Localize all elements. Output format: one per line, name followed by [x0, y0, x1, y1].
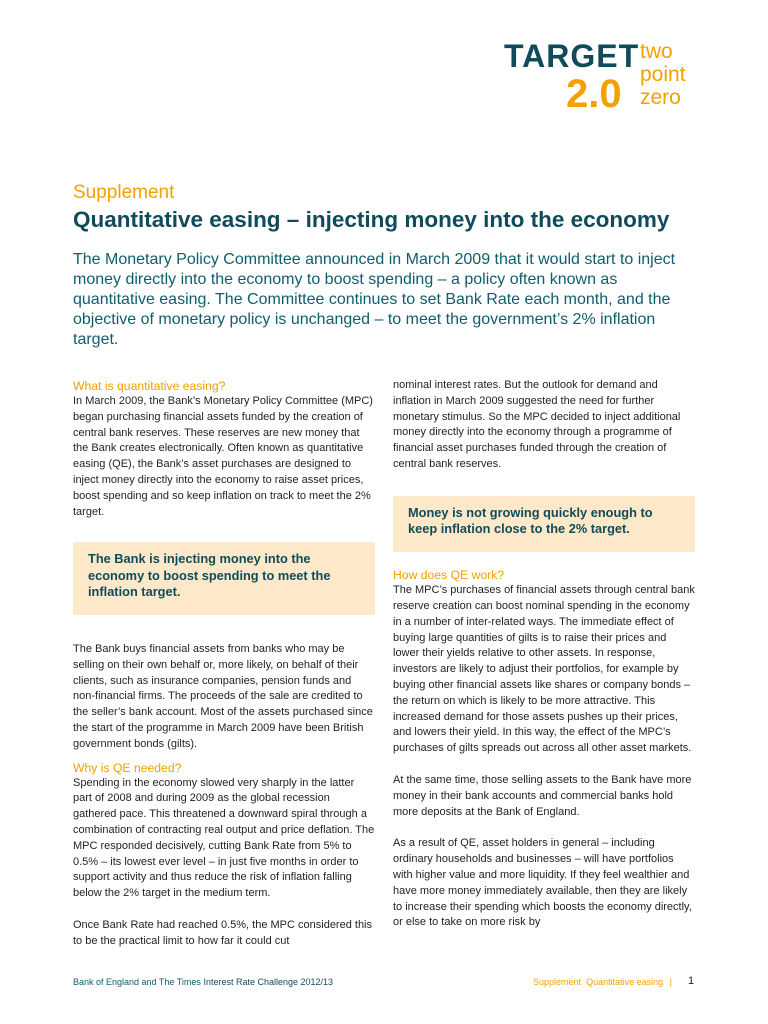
- paragraph-mpc-purchases: The MPC’s purchases of financial assets through central bank reserve creation can boost nominal spending in the economy in a number of inter-related ways. The immediate effect of buying large quantities of gilts is to raise their prices and lower their yields relative to other assets. In response, investors are likely to adjust their portfolios, for example by buying other financial assets like shares or company bonds – the return on which is likely to be more attractive. This increased demand for those assets pushes up their prices, and lowers their yield. In this way, the effect of the MPC’s purchases of gilts spreads out across all other asset markets.: [393, 584, 695, 755]
- callout-bank-injecting: The Bank is injecting money into the economy to boost spending to meet the inflation target.: [73, 542, 375, 615]
- intro-paragraph: The Monetary Policy Committee announced in March 2009 that it would start to inject money directly into the economy to boost spending – a policy often known as quantitative easing. The Committee continues to set Bank Rate each month, and the objective of monetary policy is unchanged – to meet the government’s 2% inflation target.: [73, 251, 676, 348]
- paragraph-nominal-rates: nominal interest rates. But the outlook for demand and inflation in March 2009 suggested the need for further monetary stimulus. So the MPC decided to inject additional money directly into the economy through a programme of financial asset purchases funded through the creation of central bank reserves.: [393, 379, 681, 470]
- callout-money-not-growing: Money is not growing quickly enough to keep inflation close to the 2% target.: [393, 496, 695, 552]
- logo-number: 2.0: [566, 72, 622, 116]
- footer-left: [73, 977, 333, 987]
- paragraph-asset-holders: As a result of QE, asset holders in general – including ordinary households and businesses – will have portfolios with higher value and more liquidity. If they feel wealthier and have more money immediately available, then they are likely to increase their spending which boosts the economy directly, or else to take on more risk by: [393, 837, 692, 929]
- target-logo: [500, 38, 710, 118]
- paragraph-spending-slowed: Spending in the economy slowed very sharply in the latter part of 2008 and during 2009 as the global recession gathered pace. This threatened a downward spiral through a combination of contracting real output and price deflation. The MPC responded decisively, cutting Bank Rate from 5% to 0.5% – its lowest ever level – in just five months in order to support activity and thus reduce the risk of inflation falling below the 2% target in the medium term.: [73, 776, 375, 900]
- logo-word-point: point: [640, 63, 686, 86]
- heading-how-qe-works: How does QE work?: [393, 568, 505, 583]
- paragraph-sellers-money: At the same time, those selling assets to the Bank have more money in their bank accounts and commercial banks hold more deposits at the Bank of England.: [393, 773, 692, 818]
- left-column: [73, 378, 375, 950]
- logo-word-two: two: [640, 40, 673, 63]
- page-title: Quantitative easing – injecting money into the economy: [73, 207, 670, 232]
- page-number: 1: [688, 975, 695, 987]
- paragraph-what-is-qe: In March 2009, the Bank’s Monetary Policy Committee (MPC) began purchasing financial assets funded by the creation of central bank reserves. These reserves are new money that the Bank creates electronically. Often known as quantitative easing (QE), the Bank’s asset purchases are designed to inject money directly into the economy to raise asset prices, boost spending and so keep inflation on track to meet the 2% target.: [73, 395, 373, 518]
- logo-word-zero: zero: [640, 86, 681, 109]
- heading-what-is-qe: What is quantitative easing?: [73, 379, 226, 393]
- footer-challenge-name: Interest Rate Challenge 2012/13: [203, 977, 334, 987]
- footer-supplement: Supplement: [533, 977, 582, 987]
- footer-separator: |: [669, 977, 672, 987]
- heading-why-qe-needed: Why is QE needed?: [73, 760, 182, 775]
- supplement-label: Supplement: [73, 182, 175, 203]
- footer-publisher: Bank of England and The Times: [73, 977, 201, 987]
- paragraph-bank-buys: The Bank buys financial assets from banks who may be selling on their own behalf or, more likely, on behalf of their clients, such as insurance companies, pension funds and non-financial firms. The proceeds of the sale are credited to the seller’s bank account. Most of the assets purchased since the start of the programme in March 2009 have been British government bonds (gilts).: [73, 642, 373, 750]
- logo-target-word: TARGET: [504, 38, 640, 74]
- footer-topic: Quantitative easing: [586, 977, 664, 987]
- logo-words: [640, 40, 686, 109]
- right-column: [393, 378, 695, 931]
- paragraph-bank-rate-limit: Once Bank Rate had reached 0.5%, the MPC considered this to be the practical limit to how far it could cut: [73, 918, 373, 947]
- footer-right: [533, 977, 672, 987]
